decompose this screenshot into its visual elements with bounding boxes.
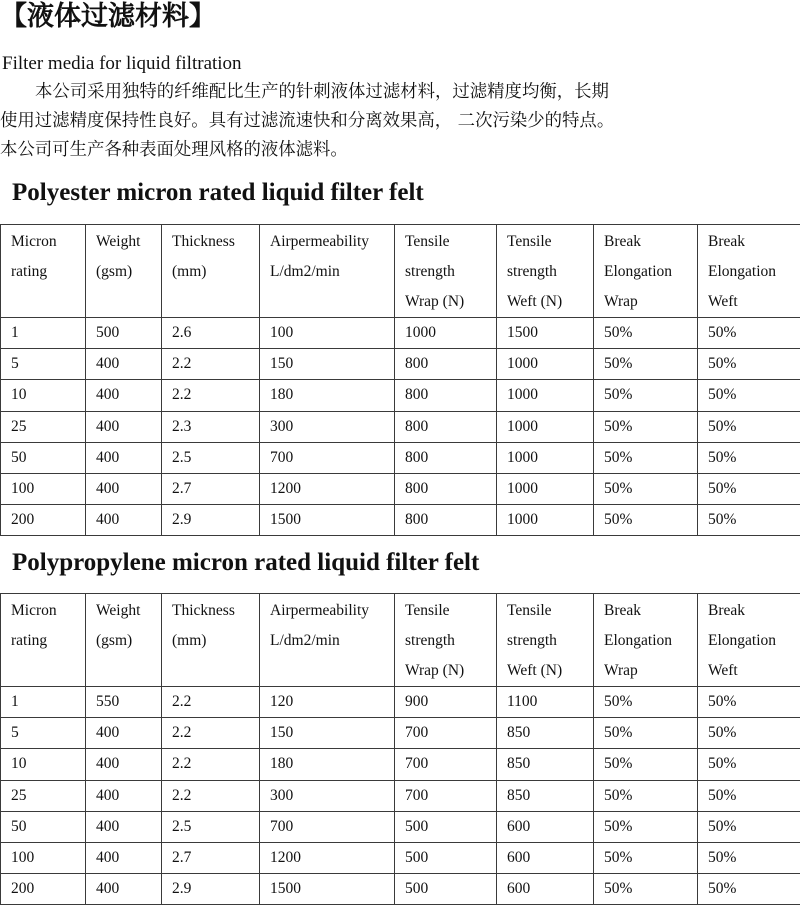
table-cell: 100	[1, 842, 86, 873]
table-cell: 50%	[698, 318, 800, 349]
table-row	[1, 318, 800, 349]
table-cell: 400	[86, 874, 162, 905]
table-cell: 180	[260, 380, 395, 411]
table-cell: 700	[395, 749, 497, 780]
column-header-line: Weft (N)	[507, 293, 563, 310]
column-header-line: Elongation	[708, 263, 777, 280]
table-cell: 2.2	[162, 749, 260, 780]
table-cell: 300	[260, 411, 395, 442]
column-header	[86, 225, 162, 318]
table-cell: 500	[395, 842, 497, 873]
table-row	[1, 473, 800, 504]
table-cell: 150	[260, 349, 395, 380]
table-cell: 50%	[698, 442, 800, 473]
table-cell: 2.5	[162, 442, 260, 473]
table-cell: 300	[260, 780, 395, 811]
table-cell: 850	[497, 749, 594, 780]
table-cell: 25	[1, 411, 86, 442]
table-cell: 50%	[698, 874, 800, 905]
table-cell: 500	[86, 318, 162, 349]
table-cell: 50%	[698, 780, 800, 811]
column-header-line: Airpermeability	[270, 233, 369, 250]
column-header-line: Elongation	[604, 263, 673, 280]
table-cell: 1200	[260, 842, 395, 873]
page-subtitle: Filter media for liquid filtration	[2, 53, 242, 74]
column-header	[594, 225, 698, 318]
column-header-line: Elongation	[604, 632, 673, 649]
table-cell: 50%	[594, 380, 698, 411]
table-cell: 400	[86, 842, 162, 873]
table-cell: 50%	[698, 411, 800, 442]
table-row	[1, 349, 800, 380]
polyester-section-title: Polyester micron rated liquid filter felt	[12, 179, 424, 206]
table-cell: 180	[260, 749, 395, 780]
table-row	[1, 811, 800, 842]
column-header-line: (gsm)	[96, 632, 133, 649]
table-cell: 700	[260, 811, 395, 842]
table-cell: 400	[86, 718, 162, 749]
column-header	[395, 594, 497, 687]
column-header-line: Weft	[708, 293, 738, 310]
table-cell: 50%	[698, 473, 800, 504]
column-header	[698, 225, 800, 318]
table-cell: 50%	[698, 349, 800, 380]
column-header-line: Weft (N)	[507, 662, 563, 679]
column-header	[594, 594, 698, 687]
table-cell: 1500	[497, 318, 594, 349]
column-header-line: Thickness	[172, 233, 235, 250]
column-header-line: Break	[708, 602, 746, 619]
table-cell: 2.7	[162, 473, 260, 504]
table-cell: 550	[86, 687, 162, 718]
table-cell: 10	[1, 380, 86, 411]
table-cell: 120	[260, 687, 395, 718]
column-header-line: Thickness	[172, 602, 235, 619]
column-header-line: (gsm)	[96, 263, 133, 280]
table-cell: 400	[86, 349, 162, 380]
polypropylene-section-title: Polypropylene micron rated liquid filter felt	[12, 549, 480, 576]
table-row	[1, 718, 800, 749]
table-cell: 1000	[497, 505, 594, 536]
table-cell: 50%	[698, 718, 800, 749]
table-cell: 25	[1, 780, 86, 811]
polyester-spec-table	[0, 224, 800, 536]
table-cell: 200	[1, 874, 86, 905]
column-header-line: Weft	[708, 662, 738, 679]
table-cell: 400	[86, 749, 162, 780]
table-cell: 1	[1, 687, 86, 718]
table-cell: 2.9	[162, 505, 260, 536]
column-header	[260, 594, 395, 687]
table-cell: 10	[1, 749, 86, 780]
table-cell: 2.2	[162, 687, 260, 718]
table-cell: 1000	[395, 318, 497, 349]
table-cell: 2.6	[162, 318, 260, 349]
column-header-line: strength	[405, 263, 455, 280]
table-cell: 600	[497, 842, 594, 873]
column-header	[260, 225, 395, 318]
table-cell: 50%	[594, 749, 698, 780]
table-cell: 500	[395, 874, 497, 905]
column-header-line: Weight	[96, 233, 141, 250]
column-header-line: Tensile	[405, 602, 450, 619]
column-header	[1, 594, 86, 687]
table-header-row	[1, 225, 800, 318]
column-header-line: Elongation	[708, 632, 777, 649]
column-header-line: rating	[11, 263, 48, 280]
column-header-line: Break	[604, 602, 642, 619]
table-row	[1, 749, 800, 780]
table-cell: 50%	[594, 718, 698, 749]
table-cell: 50%	[594, 874, 698, 905]
table-cell: 2.2	[162, 718, 260, 749]
table-cell: 50%	[698, 505, 800, 536]
column-header-line: strength	[507, 263, 557, 280]
intro-line: 本公司采用独特的纤维配比生产的针刺液体过滤材料，过滤精度均衡，长期	[35, 82, 609, 102]
column-header-line: Wrap	[604, 293, 638, 310]
table-cell: 400	[86, 780, 162, 811]
column-header-line: Wrap (N)	[405, 293, 465, 310]
column-header	[395, 225, 497, 318]
table-cell: 5	[1, 718, 86, 749]
table-cell: 50%	[594, 687, 698, 718]
table-cell: 2.2	[162, 349, 260, 380]
column-header-line: Weight	[96, 602, 141, 619]
table-row	[1, 505, 800, 536]
table-cell: 50%	[698, 811, 800, 842]
table-cell: 600	[497, 811, 594, 842]
column-header-line: Micron	[11, 233, 57, 250]
table-cell: 500	[395, 811, 497, 842]
table-cell: 1000	[497, 442, 594, 473]
table-cell: 50	[1, 442, 86, 473]
column-header	[1, 225, 86, 318]
column-header	[86, 594, 162, 687]
column-header	[162, 225, 260, 318]
table-cell: 50%	[594, 811, 698, 842]
table-cell: 400	[86, 411, 162, 442]
column-header	[698, 594, 800, 687]
table-row	[1, 442, 800, 473]
table-cell: 400	[86, 442, 162, 473]
table-cell: 700	[395, 718, 497, 749]
table-cell: 2.5	[162, 811, 260, 842]
table-cell: 1000	[497, 380, 594, 411]
table-cell: 50%	[698, 842, 800, 873]
intro-line: 本公司可生产各种表面处理风格的液体滤料。	[0, 140, 348, 160]
column-header-line: Wrap	[604, 662, 638, 679]
table-cell: 50%	[594, 442, 698, 473]
table-cell: 700	[260, 442, 395, 473]
table-cell: 850	[497, 718, 594, 749]
column-header-line: strength	[507, 632, 557, 649]
column-header-line: Break	[604, 233, 642, 250]
column-header-line: L/dm2/min	[270, 632, 340, 649]
table-cell: 50%	[594, 505, 698, 536]
table-cell: 2.2	[162, 780, 260, 811]
column-header-line: L/dm2/min	[270, 263, 340, 280]
column-header-line: Wrap (N)	[405, 662, 465, 679]
table-cell: 1	[1, 318, 86, 349]
table-cell: 50%	[594, 411, 698, 442]
column-header	[497, 225, 594, 318]
table-cell: 1000	[497, 473, 594, 504]
table-cell: 50%	[594, 318, 698, 349]
table-cell: 1000	[497, 349, 594, 380]
page-title: 【液体过滤材料】	[0, 1, 216, 32]
table-cell: 50%	[698, 380, 800, 411]
table-cell: 50	[1, 811, 86, 842]
table-cell: 2.3	[162, 411, 260, 442]
table-cell: 1200	[260, 473, 395, 504]
table-cell: 100	[260, 318, 395, 349]
table-row	[1, 780, 800, 811]
column-header	[162, 594, 260, 687]
table-cell: 800	[395, 442, 497, 473]
table-cell: 400	[86, 380, 162, 411]
table-cell: 1000	[497, 411, 594, 442]
table-cell: 2.2	[162, 380, 260, 411]
table-cell: 900	[395, 687, 497, 718]
table-row	[1, 842, 800, 873]
table-row	[1, 687, 800, 718]
table-row	[1, 380, 800, 411]
column-header-line: rating	[11, 632, 48, 649]
table-cell: 50%	[594, 842, 698, 873]
column-header-line: (mm)	[172, 263, 207, 280]
table-cell: 800	[395, 505, 497, 536]
column-header-line: strength	[405, 632, 455, 649]
table-cell: 600	[497, 874, 594, 905]
table-cell: 1500	[260, 505, 395, 536]
table-cell: 50%	[594, 473, 698, 504]
table-cell: 800	[395, 473, 497, 504]
table-cell: 2.7	[162, 842, 260, 873]
table-cell: 50%	[698, 749, 800, 780]
table-cell: 200	[1, 505, 86, 536]
table-cell: 100	[1, 473, 86, 504]
column-header-line: Tensile	[405, 233, 450, 250]
table-cell: 400	[86, 811, 162, 842]
column-header	[497, 594, 594, 687]
table-cell: 800	[395, 380, 497, 411]
column-header-line: Tensile	[507, 602, 552, 619]
table-row	[1, 411, 800, 442]
table-cell: 800	[395, 349, 497, 380]
table-cell: 850	[497, 780, 594, 811]
table-cell: 1100	[497, 687, 594, 718]
table-cell: 5	[1, 349, 86, 380]
table-cell: 400	[86, 473, 162, 504]
column-header-line: Micron	[11, 602, 57, 619]
polypropylene-spec-table	[0, 593, 800, 905]
intro-line: 使用过滤精度保持性良好。具有过滤流速快和分离效果高， 二次污染少的特点。	[0, 111, 615, 131]
table-cell: 700	[395, 780, 497, 811]
column-header-line: Break	[708, 233, 746, 250]
table-cell: 50%	[594, 349, 698, 380]
table-cell: 400	[86, 505, 162, 536]
table-cell: 50%	[594, 780, 698, 811]
column-header-line: Tensile	[507, 233, 552, 250]
table-cell: 800	[395, 411, 497, 442]
table-cell: 50%	[698, 687, 800, 718]
intro-paragraph	[0, 78, 800, 165]
column-header-line: Airpermeability	[270, 602, 369, 619]
table-row	[1, 874, 800, 905]
table-header-row	[1, 594, 800, 687]
table-cell: 1500	[260, 874, 395, 905]
table-cell: 150	[260, 718, 395, 749]
table-cell: 2.9	[162, 874, 260, 905]
column-header-line: (mm)	[172, 632, 207, 649]
